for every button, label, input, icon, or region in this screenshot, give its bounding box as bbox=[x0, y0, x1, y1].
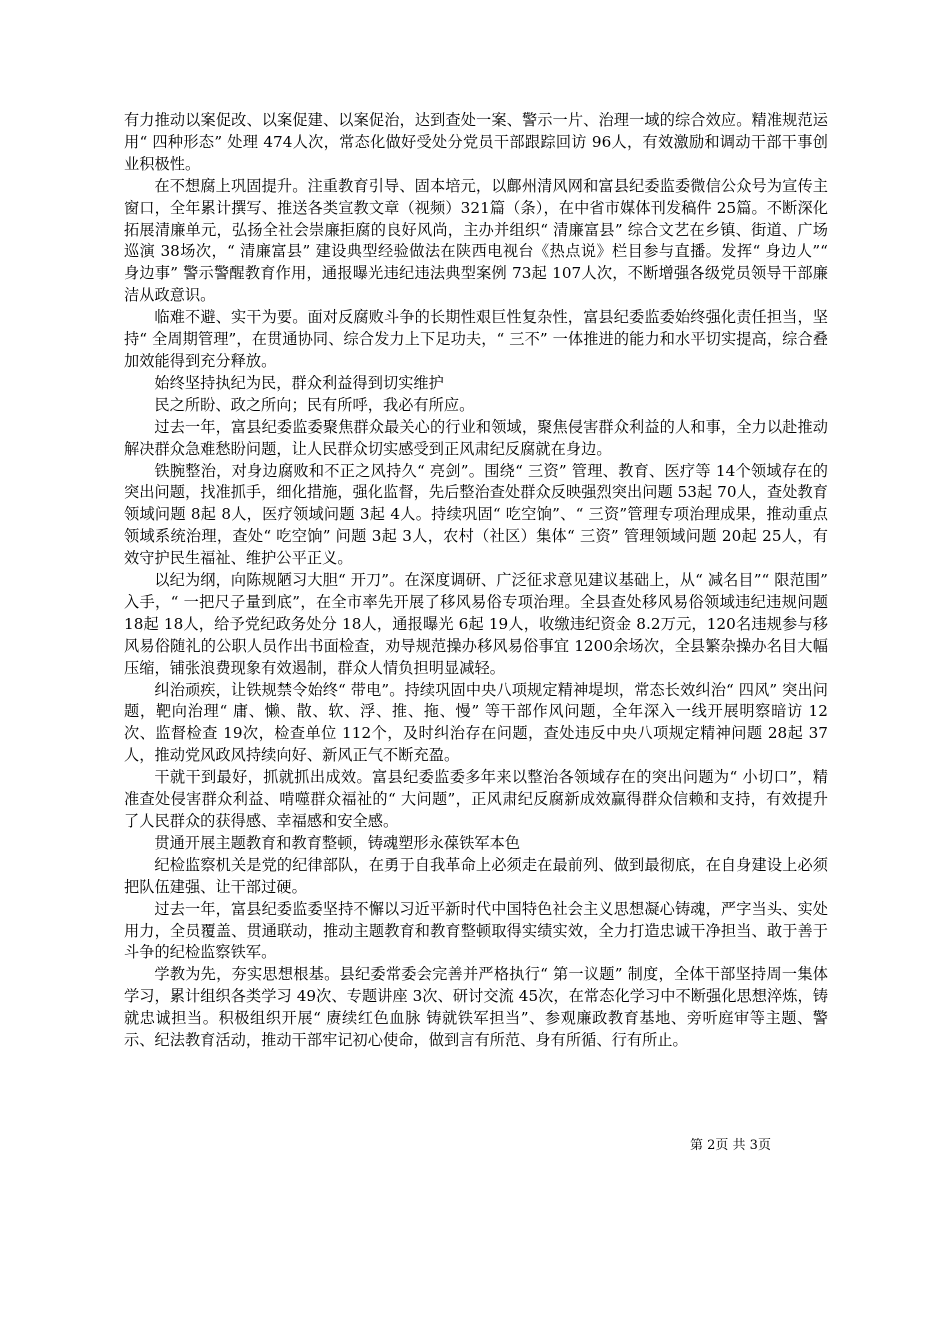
page-number: 第 2页 共 3页 bbox=[690, 1138, 771, 1153]
paragraph: 纪检监察机关是党的纪律部队，在勇于自我革命上必须走在最前列、做到最彻底，在自身建设上必须把队伍建强、让干部过硬。 bbox=[124, 855, 828, 896]
document-body bbox=[124, 110, 828, 1052]
paragraph: 纠治顽疾，让铁规禁令始终“ 带电”。持续巩固中央八项规定精神堤坝，常态长效纠治“ 四风” 突出问题，靶向治理“ 庸、懒、散、软、浮、推、拖、慢” 等干部作风问题，全年深入一线开展明察暗访 12次、监督检查 19次，检查单位 112个，及时纠治存在问题，查处违反中央八项规定精神问题 28起 37人，推动党风政风持续向好、新风正气不断充盈。 bbox=[124, 680, 828, 765]
paragraph: 有力推动以案促改、以案促建、以案促治，达到查处一案、警示一片、治理一域的综合效应。精准规范运用“ 四种形态” 处理 474人次，常态化做好受处分党员干部跟踪回访 96人，有效激励和调动干部干事创业积极性。 bbox=[124, 111, 828, 173]
paragraph: 铁腕整治，对身边腐败和不正之风持久“ 亮剑”。围绕“ 三资” 管理、教育、医疗等 14个领域存在的突出问题，找准抓手，细化措施，强化监督，先后整治查处群众反映强烈突出问题 53起 70人，查处教育领域问题 8起 8人，医疗领域问题 3起 4人。持续巩固“ 吃空饷”、“ 三资”管理专项治理成果，推动重点领域系统治理，查处“ 吃空饷” 问题 3起 3人，农村（社区）集体“ 三资” 管理领域问题 20起 25人，有效守护民生福祉、维护公平正义。 bbox=[124, 461, 828, 568]
paragraph: 民之所盼、政之所向；民有所呼，我必有所应。 bbox=[154, 395, 475, 414]
paragraph: 学教为先，夯实思想根基。县纪委常委会完善并严格执行“ 第一议题” 制度，全体干部坚持周一集体学习，累计组织各类学习 49次、专题讲座 3次、研讨交流 45次，在常态化学习中不断强化思想淬炼，铸就忠诚担当。积极组织开展“ 赓续红色血脉 铸就铁军担当”、参观廉政教育基地、旁听庭审等主题、警示、纪法教育活动，推动干部牢记初心使命，做到言有所范、身有所循、行有所止。 bbox=[124, 965, 828, 1050]
section-heading: 贯通开展主题教育和教育整顿，铸魂塑形永葆铁军本色 bbox=[154, 833, 521, 852]
paragraph: 干就干到最好，抓就抓出成效。富县纪委监委多年来以整治各领域存在的突出问题为“ 小切口”，精准查处侵害群众利益、啃噬群众福祉的“ 大问题”，正风肃纪反腐新成效赢得群众信赖和支持，有效提升了人民群众的获得感、幸福感和安全感。 bbox=[124, 768, 828, 830]
paragraph: 过去一年，富县纪委监委坚持不懈以习近平新时代中国特色社会主义思想凝心铸魂，严字当头、实处用力，全员覆盖、贯通联动，推动主题教育和教育整顿取得实绩实效，全力打造忠诚干净担当、敢于善于斗争的纪检监察铁军。 bbox=[124, 899, 828, 962]
paragraph: 在不想腐上巩固提升。注重教育引导、固本培元，以鄜州清风网和富县纪委监委微信公众号为宣传主窗口，全年累计撰写、推送各类宣教文章（视频）321篇（条），在中省市媒体刊发稿件 25篇。不断深化拓展清廉单元，弘扬全社会崇廉拒腐的良好风尚，主办并组织“ 清廉富县” 综合文艺在乡镇、街道、广场巡演 38场次，“ 清廉富县” 建设典型经验做法在陕西电视台《热点说》栏目参与直播。发挥“ 身边人”“ 身边事” 警示警醒教育作用，通报曝光违纪违法典型案例 73起 107人次，不断增强各级党员领导干部廉洁从政意识。 bbox=[124, 176, 828, 305]
section-heading: 始终坚持执纪为民，群众利益得到切实维护 bbox=[154, 373, 444, 392]
paragraph: 过去一年，富县纪委监委聚焦群众最关心的行业和领域，聚焦侵害群众利益的人和事，全力以赴推动解决群众急难愁盼问题，让人民群众切实感受到正风肃纪反腐就在身边。 bbox=[124, 417, 828, 458]
paragraph: 临难不避、实干为要。面对反腐败斗争的长期性艰巨性复杂性，富县纪委监委始终强化责任担当，坚持“ 全周期管理”，在贯通协同、综合发力上下足功夫，“ 三不” 一体推进的能力和水平切实提高，综合叠加效能得到充分释放。 bbox=[124, 308, 828, 370]
paragraph: 以纪为纲，向陈规陋习大胆“ 开刀”。在深度调研、广泛征求意见建议基础上，从“ 减名目”“ 限范围” 入手，“ 一把尺子量到底”，在全市率先开展了移风易俗专项治理。全县查处移风易俗领域违纪违规问题 18起 18人，给予党纪政务处分 18人，通报曝光 6起 19人，收缴违纪资金 8.2万元，120名违规参与移风易俗随礼的公职人员作出书面检查，劝导规范操办移风易俗事宜 1200余场次，全县繁杂操办名目大幅压缩，铺张浪费现象有效遏制，群众人情负担明显减轻。 bbox=[124, 571, 828, 677]
